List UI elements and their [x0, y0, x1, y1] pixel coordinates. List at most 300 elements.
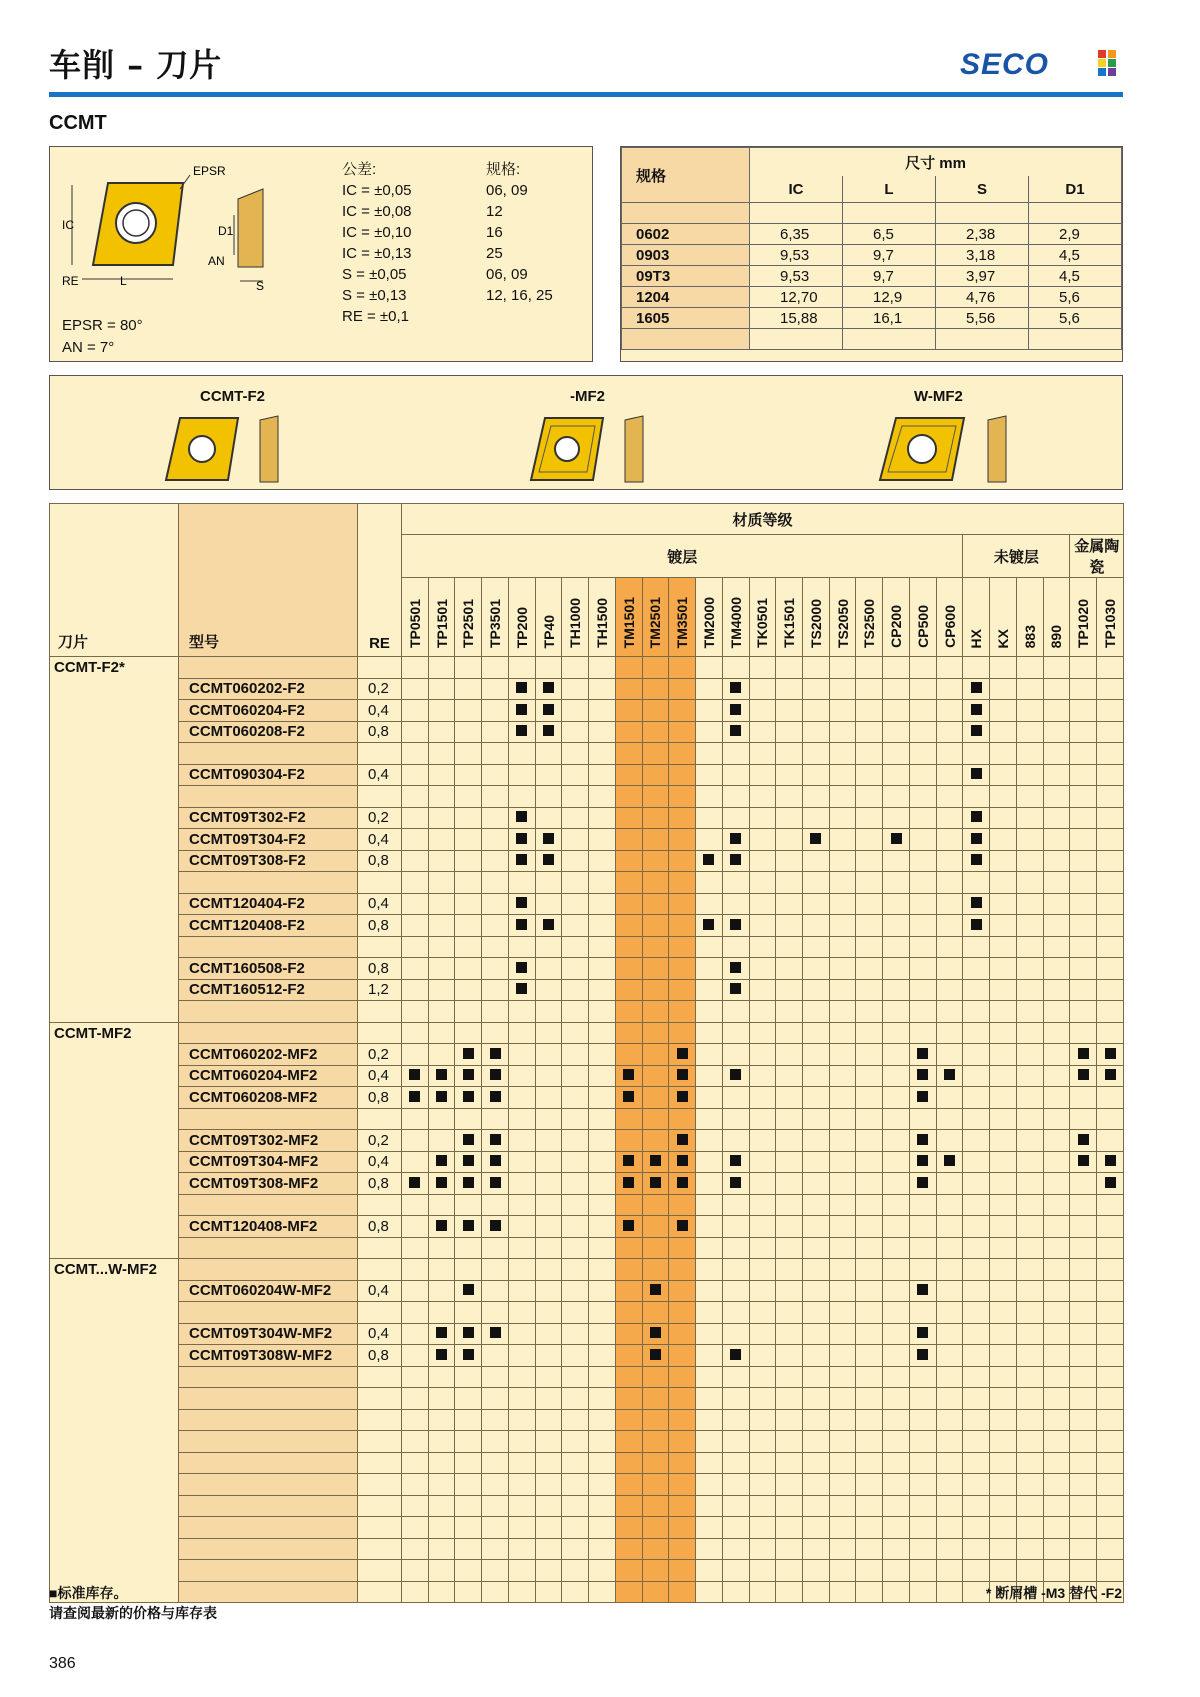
grade-cell: [615, 1151, 642, 1173]
dim-value: 2,9: [1029, 224, 1122, 245]
insert-group-cell: CCMT-MF2: [50, 1022, 179, 1044]
grade-cell: [615, 979, 642, 1001]
grade-cell: [669, 807, 696, 829]
stock-mark-icon: [463, 1048, 474, 1059]
grade-cell: [1016, 807, 1043, 829]
re-cell: [358, 1388, 402, 1410]
grade-cell: [589, 1474, 616, 1496]
grade-cell: [615, 1345, 642, 1367]
dim-size-header: 规格: [622, 148, 750, 203]
grade-cell: [696, 1409, 723, 1431]
grade-cell: [883, 829, 910, 851]
dim-row: [622, 245, 1122, 266]
grade-cell: [803, 1366, 830, 1388]
grade-cell: [883, 1259, 910, 1281]
grade-cell: [1043, 1431, 1070, 1453]
grade-cell: [803, 1538, 830, 1560]
grade-cell: [1016, 1194, 1043, 1216]
grade-cell: [402, 1409, 429, 1431]
grade-cell: [562, 1474, 589, 1496]
grade-cell: [589, 1259, 616, 1281]
grade-cell: [562, 1194, 589, 1216]
grade-cell: [829, 1151, 856, 1173]
re-cell: [358, 1581, 402, 1603]
table-row: [50, 958, 1124, 980]
grade-cell: [963, 936, 990, 958]
grade-cell: [669, 1022, 696, 1044]
grade-cell: [508, 1495, 535, 1517]
insert-group-cell: [50, 1044, 179, 1066]
grade-cell: [883, 1323, 910, 1345]
grade-cell: [1097, 1065, 1124, 1087]
grade-header-tp0501: TP0501: [402, 578, 429, 657]
grade-cell: [615, 1022, 642, 1044]
dim-row: [622, 224, 1122, 245]
grade-cell: [1070, 1044, 1097, 1066]
grade-cell: [562, 1087, 589, 1109]
re-cell: 0,4: [358, 1065, 402, 1087]
grade-cell: [776, 1108, 803, 1130]
stock-mark-icon: [463, 1349, 474, 1360]
grade-cell: [428, 1388, 455, 1410]
grade-cell: [508, 1302, 535, 1324]
grade-cell: [1070, 1173, 1097, 1195]
grade-cell: [642, 1517, 669, 1539]
grade-cell: [482, 1087, 509, 1109]
grade-cell: [1097, 850, 1124, 872]
dim-value: 12,9: [843, 287, 936, 308]
grade-cell: [402, 1173, 429, 1195]
dim-title: 尺寸 mm: [750, 148, 1122, 177]
grade-cell: [482, 657, 509, 679]
grade-cell: [615, 657, 642, 679]
grade-cell: [669, 1216, 696, 1238]
grade-cell: [776, 1130, 803, 1152]
grade-cell: [669, 743, 696, 765]
grade-cell: [803, 1151, 830, 1173]
grade-cell: [883, 700, 910, 722]
grade-cell: [535, 1216, 562, 1238]
grade-cell: [936, 1409, 963, 1431]
grade-cell: [1043, 958, 1070, 980]
grade-cell: [428, 1280, 455, 1302]
grade-cell: [722, 700, 749, 722]
grade-cell: [696, 1366, 723, 1388]
re-cell: 0,4: [358, 1323, 402, 1345]
re-cell: [358, 1431, 402, 1453]
grade-cell: [535, 893, 562, 915]
grade-cell: [642, 1151, 669, 1173]
grade-cell: [428, 807, 455, 829]
grade-cell: [936, 1173, 963, 1195]
grade-cell: [1097, 1431, 1124, 1453]
grade-cell: [508, 1259, 535, 1281]
grade-cell: [562, 1001, 589, 1023]
dim-spacer: [1029, 329, 1122, 350]
dim-spacer: [843, 203, 936, 224]
dim-value: 12,70: [750, 287, 843, 308]
grade-cell: [535, 657, 562, 679]
grade-cell: [482, 721, 509, 743]
grade-cell: [749, 850, 776, 872]
grade-cell: [1016, 1108, 1043, 1130]
dim-value: 5,56: [936, 308, 1029, 329]
grade-cell: [936, 1431, 963, 1453]
grade-cell: [803, 1130, 830, 1152]
grade-cell: [803, 1409, 830, 1431]
grade-cell: [535, 1366, 562, 1388]
grade-cell: [402, 1538, 429, 1560]
grade-cell: [428, 1302, 455, 1324]
insert-group-cell: [50, 1173, 179, 1195]
grade-cell: [883, 1388, 910, 1410]
grade-cell: [402, 1474, 429, 1496]
grade-cell: [402, 1065, 429, 1087]
grade-cell: [669, 1044, 696, 1066]
stock-mark-icon: [436, 1091, 447, 1102]
coated-header: 镀层: [402, 535, 963, 578]
grade-cell: [642, 1431, 669, 1453]
grade-cell: [883, 1001, 910, 1023]
insert-header: 刀片: [50, 504, 179, 657]
grade-cell: [883, 1044, 910, 1066]
grade-cell: [642, 1474, 669, 1496]
grade-cell: [722, 829, 749, 851]
grade-cell: [562, 893, 589, 915]
grade-cell: [615, 1044, 642, 1066]
grade-cell: [1016, 700, 1043, 722]
grade-cell: [856, 1237, 883, 1259]
grade-cell: [696, 1280, 723, 1302]
table-row: [50, 743, 1124, 765]
insert-group-cell: [50, 1130, 179, 1152]
grade-cell: [615, 936, 642, 958]
grade-cell: [829, 1065, 856, 1087]
grade-cell: [1043, 678, 1070, 700]
stock-mark-icon: [971, 833, 982, 844]
stock-mark-icon: [543, 725, 554, 736]
model-cell: [179, 1581, 358, 1603]
table-row: [50, 1259, 1124, 1281]
stock-mark-icon: [917, 1155, 928, 1166]
grade-cell: [1097, 936, 1124, 958]
insert-group-cell: [50, 1388, 179, 1410]
grade-cell: [589, 850, 616, 872]
grade-cell: [749, 1173, 776, 1195]
re-cell: 0,2: [358, 1044, 402, 1066]
grade-cell: [428, 1366, 455, 1388]
grade-cell: [1070, 850, 1097, 872]
grade-cell: [696, 1517, 723, 1539]
grade-cell: [455, 764, 482, 786]
grade-cell: [535, 1130, 562, 1152]
grade-cell: [803, 1087, 830, 1109]
grade-cell: [856, 1044, 883, 1066]
grade-cell: [856, 979, 883, 1001]
grade-cell: [990, 1366, 1017, 1388]
grade-cell: [1043, 1151, 1070, 1173]
grade-cell: [589, 807, 616, 829]
grade-cell: [936, 958, 963, 980]
grade-cell: [508, 1538, 535, 1560]
grade-cell: [615, 1065, 642, 1087]
grade-cell: [455, 657, 482, 679]
table-row: [50, 1581, 1124, 1603]
table-row: [50, 657, 1124, 679]
grade-cell: [535, 1495, 562, 1517]
grade-cell: [696, 786, 723, 808]
grade-cell: [776, 1151, 803, 1173]
ic-label: IC: [62, 218, 74, 232]
grade-cell: [963, 1194, 990, 1216]
grade-cell: [829, 1366, 856, 1388]
grade-cell: [1070, 1538, 1097, 1560]
grade-cell: [696, 1001, 723, 1023]
grade-cell: [1097, 700, 1124, 722]
grade-cell: [589, 1388, 616, 1410]
grade-cell: [776, 1431, 803, 1453]
grade-cell: [642, 1065, 669, 1087]
grade-cell: [402, 1087, 429, 1109]
stock-mark-icon: [516, 919, 527, 930]
grade-cell: [428, 1173, 455, 1195]
stock-mark-icon: [1078, 1155, 1089, 1166]
grade-cell: [1016, 979, 1043, 1001]
re-cell: 0,4: [358, 893, 402, 915]
grade-cell: [1016, 1517, 1043, 1539]
grade-cell: [1016, 1001, 1043, 1023]
insert-group-cell: [50, 743, 179, 765]
grade-cell: [776, 1323, 803, 1345]
grade-header-tm3501: TM3501: [669, 578, 696, 657]
stock-mark-icon: [917, 1349, 928, 1360]
grade-cell: [1016, 1065, 1043, 1087]
grade-cell: [1070, 743, 1097, 765]
grade-cell: [696, 915, 723, 937]
grade-cell: [562, 1517, 589, 1539]
model-cell: [179, 1538, 358, 1560]
grade-cell: [482, 1323, 509, 1345]
dim-size: 1605: [622, 308, 750, 329]
grade-cell: [1097, 1194, 1124, 1216]
grade-cell: [856, 1345, 883, 1367]
geometry-label-mf2: -MF2: [570, 388, 605, 405]
grade-cell: [535, 1517, 562, 1539]
grade-cell: [776, 1194, 803, 1216]
grade-cell: [562, 1495, 589, 1517]
grade-cell: [803, 1302, 830, 1324]
grade-cell: [615, 1280, 642, 1302]
dim-value: 2,38: [936, 224, 1029, 245]
grade-cell: [669, 1087, 696, 1109]
grade-cell: [1097, 1517, 1124, 1539]
table-row: [50, 1302, 1124, 1324]
grade-cell: [455, 786, 482, 808]
grade-cell: [749, 1194, 776, 1216]
grade-cell: [562, 872, 589, 894]
grade-cell: [803, 1259, 830, 1281]
grade-cell: [829, 1474, 856, 1496]
grade-cell: [856, 850, 883, 872]
grade-cell: [722, 1431, 749, 1453]
grade-cell: [1070, 979, 1097, 1001]
grade-cell: [1070, 1431, 1097, 1453]
grade-cell: [696, 1194, 723, 1216]
grade-cell: [455, 936, 482, 958]
stock-mark-icon: [623, 1177, 634, 1188]
grade-cell: [776, 1409, 803, 1431]
grade-cell: [1097, 786, 1124, 808]
grade-cell: [990, 1065, 1017, 1087]
table-row: [50, 1388, 1124, 1410]
grade-cell: [1070, 1474, 1097, 1496]
grade-cell: [696, 850, 723, 872]
grade-cell: [562, 1560, 589, 1582]
grade-cell: [428, 721, 455, 743]
grade-cell: [402, 1280, 429, 1302]
insert-group-cell: [50, 1345, 179, 1367]
grade-cell: [936, 1044, 963, 1066]
grade-cell: [1016, 1409, 1043, 1431]
legend-note: 请查阅最新的价格与库存表: [49, 1605, 217, 1621]
grade-cell: [856, 1495, 883, 1517]
stock-mark-icon: [516, 811, 527, 822]
grade-cell: [508, 1065, 535, 1087]
grade-cell: [749, 1495, 776, 1517]
re-cell: [358, 1517, 402, 1539]
grade-cell: [428, 1216, 455, 1238]
grade-cell: [562, 1581, 589, 1603]
grade-cell: [615, 1302, 642, 1324]
grade-header-tp40: TP40: [535, 578, 562, 657]
grade-cell: [963, 1538, 990, 1560]
grade-cell: [990, 958, 1017, 980]
grade-cell: [535, 1065, 562, 1087]
grade-cell: [803, 700, 830, 722]
grade-cell: [642, 893, 669, 915]
grade-cell: [722, 807, 749, 829]
grade-cell: [776, 1452, 803, 1474]
grade-cell: [990, 700, 1017, 722]
table-row: [50, 893, 1124, 915]
grade-cell: [990, 915, 1017, 937]
dim-value: 15,88: [750, 308, 843, 329]
grade-cell: [936, 657, 963, 679]
model-cell: [179, 1495, 358, 1517]
grade-cell: [803, 1581, 830, 1603]
stock-mark-icon: [1105, 1155, 1116, 1166]
insert-group-cell: [50, 786, 179, 808]
insert-group-cell: [50, 1194, 179, 1216]
grade-cell: [883, 1130, 910, 1152]
grade-cell: [722, 1259, 749, 1281]
model-cell: CCMT090304-F2: [179, 764, 358, 786]
grade-cell: [936, 1022, 963, 1044]
grade-cell: [963, 829, 990, 851]
grade-cell: [936, 807, 963, 829]
grade-cell: [402, 829, 429, 851]
table-row: [50, 850, 1124, 872]
insert-group-cell: [50, 764, 179, 786]
grade-cell: [696, 893, 723, 915]
grade-cell: [722, 1366, 749, 1388]
grade-cell: [455, 1280, 482, 1302]
dim-spacer: [936, 329, 1029, 350]
table-row: [50, 1087, 1124, 1109]
re-cell: [358, 1495, 402, 1517]
grade-cell: [990, 1452, 1017, 1474]
grade-cell: [1016, 1151, 1043, 1173]
grade-cell: [936, 1216, 963, 1238]
grade-cell: [856, 1108, 883, 1130]
grade-cell: [856, 764, 883, 786]
grade-cell: [402, 1216, 429, 1238]
grade-cell: [1016, 1022, 1043, 1044]
grade-header-ts2000: TS2000: [803, 578, 830, 657]
grade-header-hx: HX: [963, 578, 990, 657]
grade-cell: [1016, 1560, 1043, 1582]
grade-cell: [936, 1581, 963, 1603]
grade-cell: [776, 936, 803, 958]
grade-cell: [936, 979, 963, 1001]
grade-cell: [1016, 1280, 1043, 1302]
grade-cell: [1097, 1173, 1124, 1195]
grade-cell: [883, 1194, 910, 1216]
grade-cell: [482, 1044, 509, 1066]
grade-cell: [963, 958, 990, 980]
model-cell: CCMT09T308-F2: [179, 850, 358, 872]
grade-cell: [722, 1581, 749, 1603]
stock-mark-icon: [436, 1327, 447, 1338]
grade-cell: [1016, 1259, 1043, 1281]
grade-cell: [803, 850, 830, 872]
model-cell: CCMT160512-F2: [179, 979, 358, 1001]
stock-mark-icon: [677, 1091, 688, 1102]
grade-cell: [428, 1323, 455, 1345]
grade-cell: [615, 1087, 642, 1109]
grade-cell: [990, 1259, 1017, 1281]
grade-cell: [829, 1194, 856, 1216]
grade-cell: [642, 1237, 669, 1259]
model-cell: [179, 1108, 358, 1130]
grade-cell: [428, 1474, 455, 1496]
grade-cell: [1016, 1431, 1043, 1453]
grade-cell: [1043, 1474, 1070, 1496]
grade-cell: [562, 1044, 589, 1066]
grade-cell: [669, 1108, 696, 1130]
grade-cell: [642, 1259, 669, 1281]
grade-cell: [696, 1108, 723, 1130]
grade-cell: [1043, 850, 1070, 872]
grade-cell: [1016, 936, 1043, 958]
grade-cell: [829, 1581, 856, 1603]
grade-cell: [1043, 1388, 1070, 1410]
grade-cell: [508, 893, 535, 915]
grade-cell: [455, 1108, 482, 1130]
grade-cell: [535, 1001, 562, 1023]
grade-cell: [642, 1345, 669, 1367]
grade-cell: [776, 657, 803, 679]
grade-cell: [696, 1087, 723, 1109]
grade-cell: [508, 979, 535, 1001]
stock-mark-icon: [463, 1134, 474, 1145]
insert-group-cell: [50, 893, 179, 915]
grade-cell: [642, 1452, 669, 1474]
grade-cell: [829, 678, 856, 700]
stock-mark-icon: [917, 1177, 928, 1188]
grade-cell: [642, 1022, 669, 1044]
re-cell: 0,2: [358, 1130, 402, 1152]
